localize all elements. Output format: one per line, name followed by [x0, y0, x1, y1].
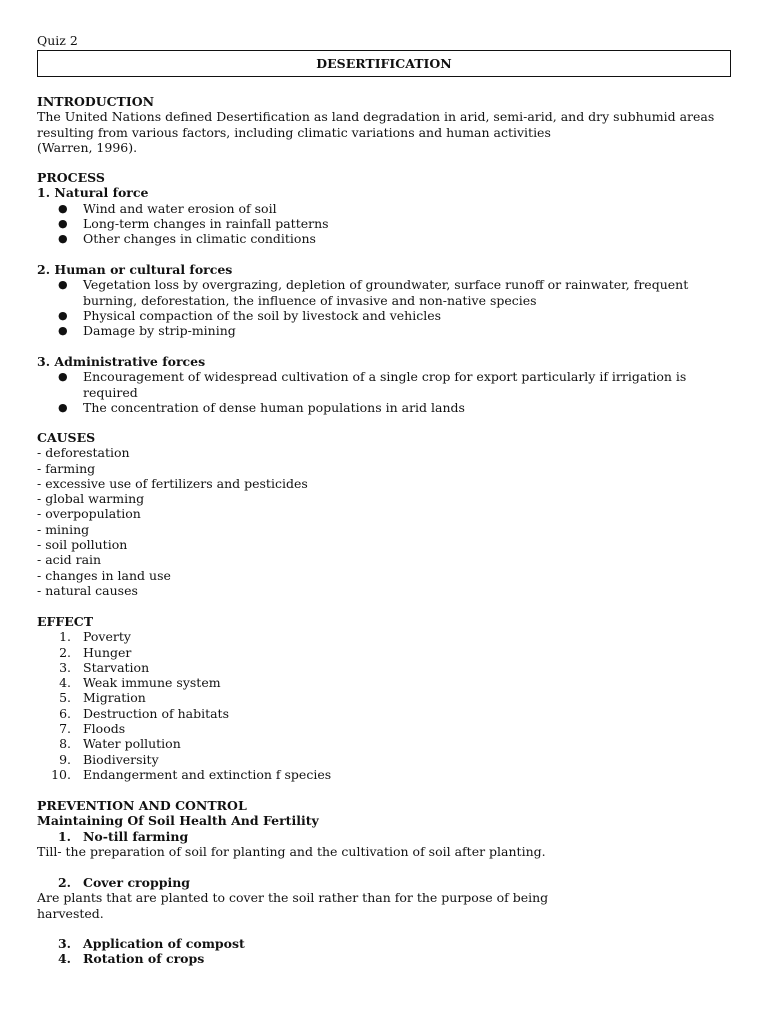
human-forces-list [37, 277, 737, 338]
item-number: 8. [59, 736, 71, 752]
process-subheading: 3. Administrative forces [37, 354, 206, 369]
introduction-section [37, 94, 737, 155]
item-title: No-till farming [83, 828, 189, 844]
list-item [37, 936, 737, 951]
list-item [37, 690, 737, 705]
process-subheading: 2. Human or cultural forces [37, 262, 233, 277]
causes-heading: CAUSES [37, 430, 96, 445]
list-item: ● Other changes in climatic conditions [37, 231, 737, 246]
item-title: Rotation of crops [83, 951, 205, 967]
item-number: 2. [59, 644, 71, 660]
cover-cropping-block [37, 875, 737, 921]
item-number: 4. [57, 951, 71, 967]
introduction-heading: INTRODUCTION [37, 94, 155, 109]
document-title: DESERTIFICATION [316, 55, 452, 71]
item-text: Poverty [83, 629, 131, 645]
item-number: 3. [57, 936, 71, 951]
list-item [37, 660, 737, 675]
list-item: - soil pollution [37, 537, 128, 553]
item-text: Water pollution [83, 736, 181, 752]
list-item: - deforestation [37, 445, 130, 461]
list-item: ● Wind and water erosion of soil [37, 201, 737, 216]
item-number: 9. [59, 751, 71, 767]
list-item [37, 645, 737, 660]
administrative-forces-section [37, 354, 737, 415]
list-item: - mining [37, 521, 90, 537]
item-text: Starvation [83, 659, 150, 675]
item-number: 2. [57, 875, 71, 890]
list-item: - excessive use of fertilizers and pesticides [37, 475, 308, 491]
effect-list [37, 629, 737, 782]
list-item [37, 951, 737, 966]
item-description: Are plants that are planted to cover the soil rather than for the purpose of being [37, 890, 549, 906]
list-item [37, 875, 737, 890]
causes-section [37, 430, 737, 598]
list-item: ● Damage by strip-mining [37, 323, 737, 338]
item-text: Floods [83, 721, 126, 737]
list-item [37, 752, 737, 767]
item-title: Cover cropping [83, 875, 191, 890]
list-item: ● Vegetation loss by overgrazing, depletion of groundwater, surface runoff or rainwater, frequent burning, deforestation, the influence of invasive and non-native species [37, 277, 733, 308]
item-number: 4. [59, 675, 71, 691]
item-number: 3. [59, 659, 71, 675]
list-item: - changes in land use [37, 567, 171, 583]
item-number: 1. [57, 828, 71, 844]
prevention-list-1 [37, 829, 737, 844]
effect-section [37, 614, 737, 782]
list-item [37, 767, 737, 782]
prevention-heading: PREVENTION AND CONTROL [37, 798, 247, 813]
prevention-subheading: Maintaining Of Soil Health And Fertility [37, 813, 319, 829]
prevention-section [37, 798, 737, 859]
introduction-line: resulting from various factors, including climatic variations and human activities [37, 124, 551, 140]
list-item: ● The concentration of dense human populations in arid lands [37, 400, 737, 415]
item-text: Endangerment and extinction f species [83, 766, 332, 782]
natural-force-list [37, 201, 737, 247]
list-item [37, 721, 737, 736]
process-heading: PROCESS [37, 170, 105, 185]
document-title-box [37, 50, 731, 77]
prevention-list-2 [37, 875, 737, 890]
process-subheading: 1. Natural force [37, 185, 149, 201]
item-number: 5. [59, 690, 71, 706]
introduction-line: (Warren, 1996). [37, 139, 138, 155]
list-item: - farming [37, 460, 96, 476]
list-item: - global warming [37, 491, 145, 507]
item-description: Till- the preparation of soil for planting and the cultivation of soil after planting. [37, 843, 546, 859]
list-item: ● Encouragement of widespread cultivation of a single crop for export particularly if irrigation is required [37, 369, 733, 400]
item-number: 10. [51, 766, 71, 782]
item-text: Weak immune system [83, 675, 221, 691]
item-text: Biodiversity [83, 751, 159, 767]
item-text: Migration [83, 690, 146, 706]
list-item: ● Physical compaction of the soil by livestock and vehicles [37, 308, 737, 323]
item-number: 1. [59, 629, 71, 645]
list-item [37, 629, 737, 644]
process-section [37, 170, 737, 246]
list-item: - acid rain [37, 552, 102, 568]
introduction-line: The United Nations defined Desertification as land degradation in arid, semi-arid, and dry subhumid areas [37, 109, 715, 125]
list-item: - overpopulation [37, 506, 141, 522]
list-item [37, 675, 737, 690]
administrative-forces-list [37, 369, 737, 415]
item-title: Application of compost [83, 936, 245, 951]
list-item [37, 706, 737, 721]
prevention-list-3 [37, 936, 737, 967]
human-forces-section [37, 262, 737, 338]
item-number: 6. [59, 705, 71, 721]
list-item [37, 829, 737, 844]
list-item: ● Long-term changes in rainfall patterns [37, 216, 737, 231]
quiz-label: Quiz 2 [37, 33, 78, 48]
list-item [37, 736, 737, 751]
effect-heading: EFFECT [37, 614, 94, 629]
item-number: 7. [59, 721, 71, 737]
item-text: Destruction of habitats [83, 705, 229, 721]
prevention-list-3-block [37, 936, 737, 967]
item-text: Hunger [83, 644, 132, 660]
list-item: - natural causes [37, 582, 138, 598]
item-description: harvested. [37, 905, 104, 921]
